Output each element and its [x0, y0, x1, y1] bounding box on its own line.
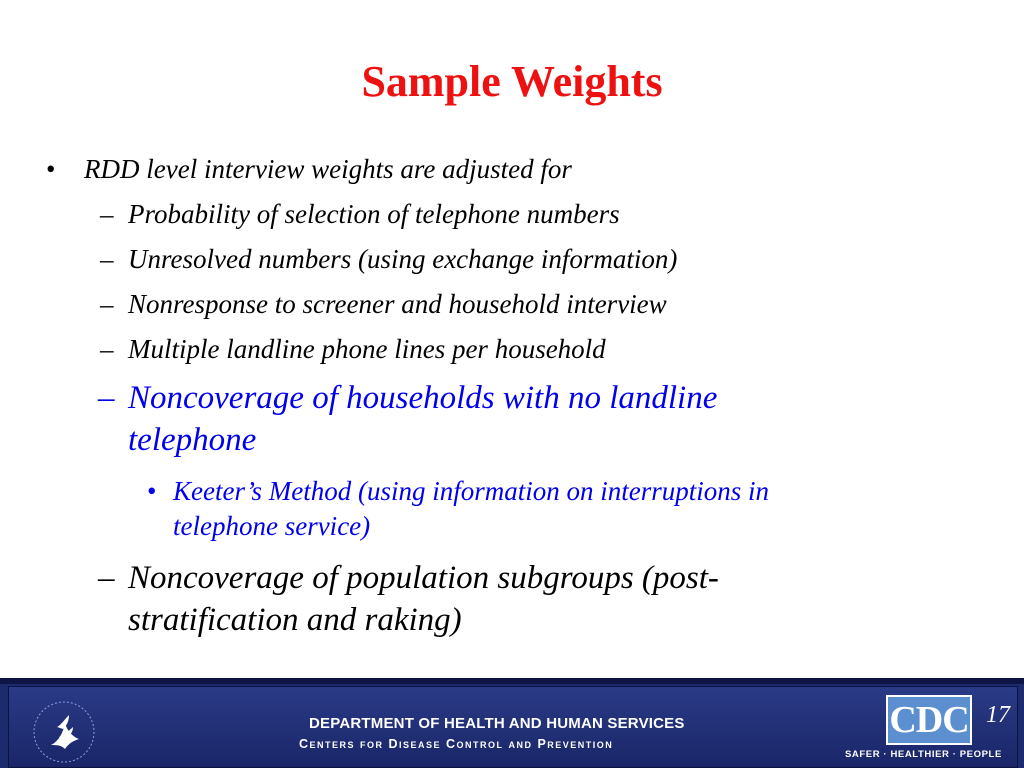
dash-marker: – [100, 199, 114, 229]
cdc-logo [886, 695, 972, 745]
sub-sub-bullet-keeter-line1: Keeter’s Method (using information on interruptions in [173, 476, 769, 506]
sub-bullet-probability: Probability of selection of telephone numbers [128, 199, 620, 229]
slide-title: Sample Weights [361, 57, 663, 106]
sub-bullet-noncoverage-landline-line1: Noncoverage of households with no landline [128, 380, 718, 416]
sub-bullet-nonresponse: Nonresponse to screener and household interview [128, 289, 667, 319]
footer-top-rule [0, 678, 1024, 684]
cdc-logo-text: CDC [889, 699, 969, 741]
dash-marker: – [100, 334, 114, 364]
bullet-marker: • [147, 476, 157, 506]
hhs-eagle-seal-icon [29, 697, 99, 767]
department-name: DEPARTMENT OF HEALTH AND HUMAN SERVICES [309, 715, 685, 732]
dash-marker: – [98, 380, 115, 416]
dash-marker: – [100, 289, 114, 319]
dash-marker: – [100, 244, 114, 274]
page-number: 17 [986, 702, 1010, 728]
bullet-main-text: RDD level interview weights are adjusted for [84, 154, 572, 184]
sub-bullet-noncoverage-population-line2: stratification and raking) [128, 602, 462, 638]
centers-name: Centers for Disease Control and Prevention [299, 737, 614, 751]
sub-sub-bullet-keeter-line2: telephone service) [173, 511, 371, 541]
sub-bullet-noncoverage-landline-line2: telephone [128, 422, 257, 458]
cdc-tagline: SAFER · HEALTHIER · PEOPLE [845, 749, 1002, 760]
sub-bullet-noncoverage-population-line1: Noncoverage of population subgroups (post- [128, 560, 719, 596]
sub-bullet-unresolved: Unresolved numbers (using exchange information) [128, 244, 678, 274]
dash-marker: – [98, 560, 115, 596]
sub-bullet-multiple-lines: Multiple landline phone lines per household [128, 334, 606, 364]
bullet-marker: • [46, 154, 56, 184]
